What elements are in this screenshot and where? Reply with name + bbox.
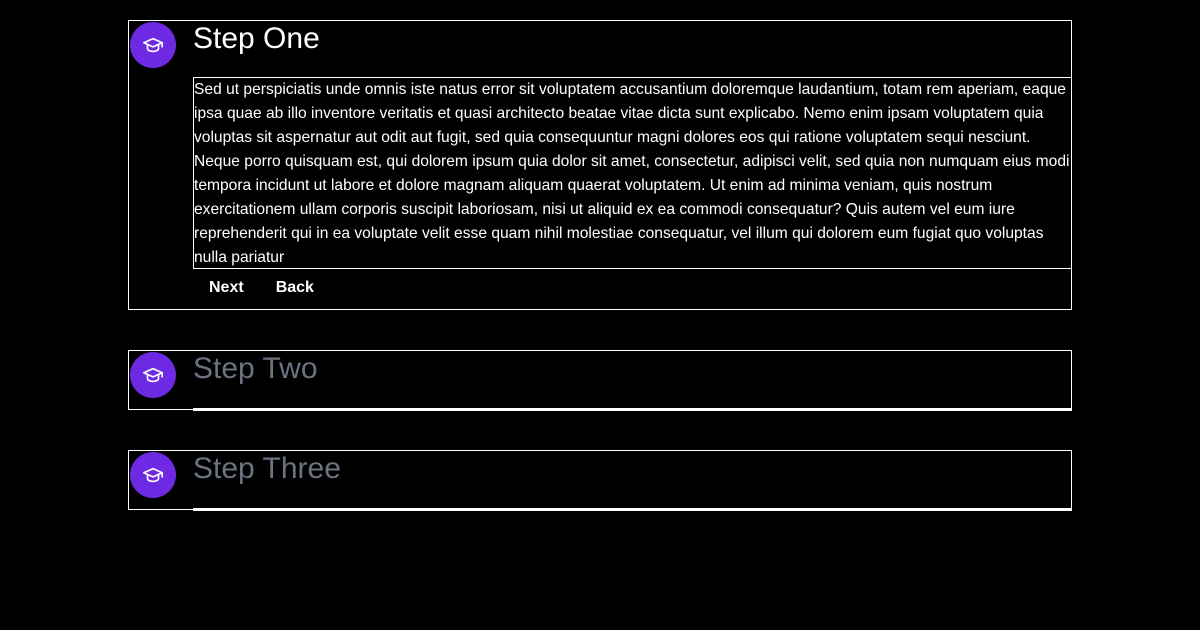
next-button[interactable]: Next xyxy=(193,277,260,299)
back-button[interactable]: Back xyxy=(260,277,330,299)
step-title[interactable]: Step Two xyxy=(193,352,318,385)
step-divider xyxy=(193,508,1072,511)
step-two[interactable] xyxy=(128,350,1072,410)
step-content: Sed ut perspiciatis unde omnis iste natus error sit voluptatem accusantium doloremque laudantium, totam rem aperiam, eaque ipsa quae ab illo inventore veritatis et quasi architecto beatae vitae dicta sunt explicabo. Nemo enim ipsam voluptatem quia voluptas sit aspernatur aut odit aut fugit, sed quia consequuntur magni dolores eos qui ratione voluptatem sequi nesciunt. Neque porro quisquam est, qui dolorem ipsum quia dolor sit amet, consectetur, adipisci velit, sed quia non numquam eius modi tempora incidunt ut labore et dolore magnam aliquam quaerat voluptatem. Ut enim ad minima veniam, quis nostrum exercitationem ullam corporis suscipit laboriosam, nisi ut aliquid ex ea commodi consequatur? Quis autem vel eum iure reprehenderit qui in ea voluptate velit esse quam nihil molestiae consequatur, vel illum qui dolorem eum fugiat quo voluptas nulla pariatur xyxy=(193,77,1072,269)
graduation-cap-icon xyxy=(130,452,176,498)
step-divider xyxy=(193,408,1072,411)
step-three[interactable] xyxy=(128,450,1072,510)
step-one xyxy=(128,20,1072,310)
step-actions xyxy=(193,277,330,299)
graduation-cap-icon xyxy=(130,22,176,68)
step-title[interactable]: Step Three xyxy=(193,452,341,485)
step-title[interactable]: Step One xyxy=(193,22,320,55)
stepper xyxy=(128,20,1072,550)
graduation-cap-icon xyxy=(130,352,176,398)
